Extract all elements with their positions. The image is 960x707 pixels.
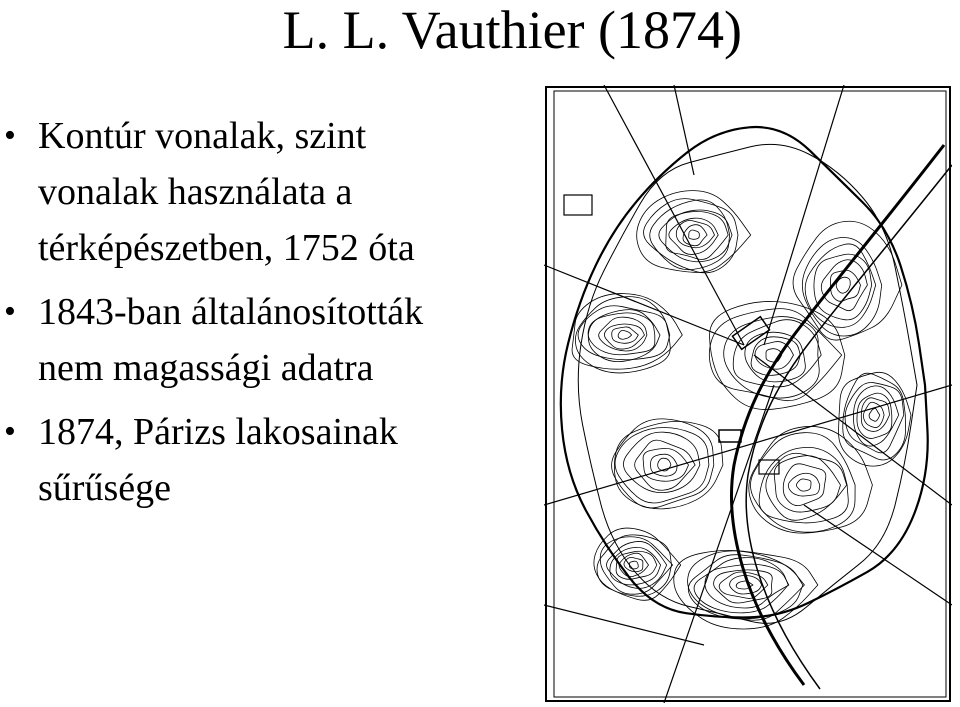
contour-line — [814, 254, 872, 320]
contour-line — [805, 244, 876, 327]
bullet-list — [0, 108, 530, 524]
contour-line — [745, 332, 806, 382]
bullet-line: nem magassági adatra — [38, 347, 374, 389]
contour-line — [604, 324, 644, 349]
bullet-item-3 — [0, 404, 530, 516]
slide-title: L. L. Vauthier (1874) — [282, 0, 742, 60]
bullet-line: térképészetben, 1752 óta — [38, 227, 415, 269]
building-block — [564, 195, 592, 215]
island-block — [719, 430, 741, 442]
contour-line — [618, 330, 631, 339]
contour-line — [683, 225, 707, 246]
contour-line — [644, 199, 738, 273]
bullet-dot: • — [4, 117, 16, 154]
contour-line — [629, 561, 638, 569]
road-line — [544, 385, 952, 505]
bullet-line: sűrűsége — [38, 467, 171, 509]
contour-line — [614, 421, 723, 508]
contour-line — [724, 317, 820, 398]
map-inner-frame — [554, 91, 946, 697]
bullet-dot: • — [4, 413, 16, 450]
bullet-line: vonalak használata a — [38, 171, 353, 213]
contour-line — [650, 200, 730, 270]
contour-line — [578, 306, 670, 360]
contour-line — [869, 408, 880, 421]
contour-line — [689, 230, 700, 239]
contour-line — [733, 320, 821, 387]
bullet-line: 1843-ban általánosították — [38, 291, 424, 333]
bullet-dot: • — [4, 293, 16, 330]
contour-map-svg — [544, 85, 952, 703]
road-line — [764, 85, 844, 345]
contour-line — [796, 479, 811, 491]
contour-map-illustration — [544, 85, 952, 703]
bullet-item-1 — [0, 108, 530, 276]
contour-line — [666, 211, 728, 259]
contour-line — [845, 382, 904, 452]
contour-line — [766, 453, 847, 520]
contour-line — [719, 572, 768, 598]
bullet-line: 1874, Párizs lakosainak — [38, 411, 398, 453]
contour-line — [838, 372, 911, 466]
contour-line — [612, 327, 639, 343]
contour-line — [599, 317, 647, 351]
bullet-item-2 — [0, 284, 530, 396]
contour-line — [637, 191, 751, 273]
bullet-line: Kontúr vonalak, szint — [38, 115, 367, 157]
contour-line — [588, 313, 655, 355]
contour-line — [788, 473, 820, 496]
